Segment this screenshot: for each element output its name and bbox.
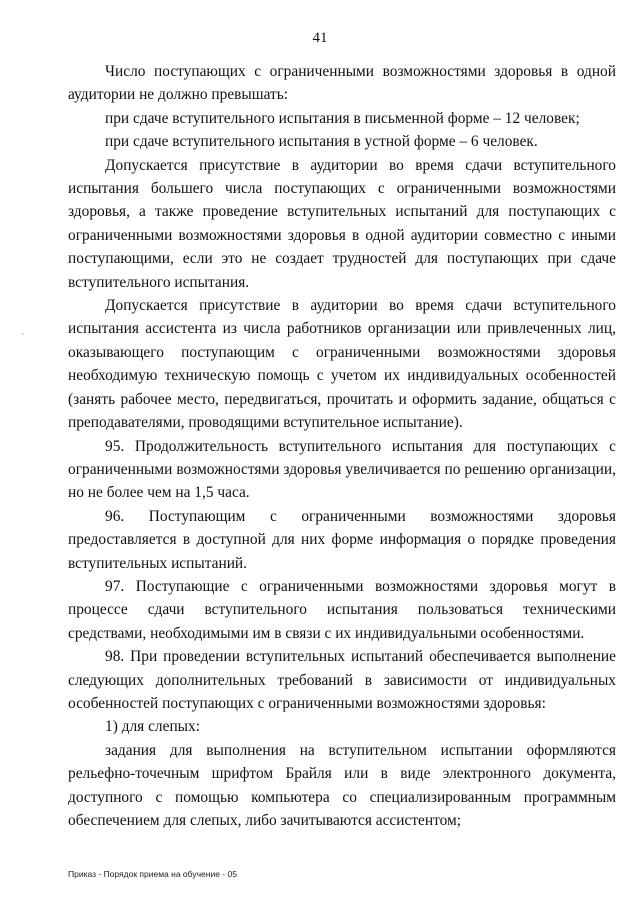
- paragraph-96-information: 96. Поступающим с ограниченными возможностями здоровья предоставляется в доступной для них форме информация о порядке проведения вступительных испытаний.: [68, 507, 616, 572]
- paragraph-assistant-allowed: Допускается присутствие в аудитории во время сдачи вступительного испытания ассистента из числа работников организации или привлеченных лиц, оказывающего поступающим с ограниченными возможностями здоровья необходимую техническую помощь с учетом их индивидуальных особенностей (занять рабочее место, передвигаться, прочитать и оформить задание, общаться с преподавателями, проводящими вступительное испытание).: [68, 297, 616, 432]
- paragraph-95-duration: 95. Продолжительность вступительного испытания для поступающих с ограниченными возможностями здоровья увеличивается по решению организации, но не более чем на 1,5 часа.: [68, 437, 616, 502]
- paragraph-oral-limit: при сдаче вступительного испытания в устной форме – 6 человек.: [105, 133, 538, 151]
- page-number: 41: [312, 30, 328, 46]
- paragraph-98-requirements: 98. При проведении вступительных испытаний обеспечивается выполнение следующих дополнительных требований в зависимости от индивидуальных особенностей поступающих с ограниченными возможностями здоровья:: [68, 648, 616, 712]
- paragraph-blind-tasks: задания для выполнения на вступительном испытании оформляются рельефно-точечным шрифтом Брайля или в виде электронного документа, доступного с помощью компьютера со специализированным программным обеспечением для слепых, либо зачитываются ассистентом;: [68, 741, 616, 829]
- list-item-blind-heading: 1) для слепых:: [105, 718, 200, 736]
- paragraph-written-limit: при сдаче вступительного испытания в письменной форме – 12 человек;: [105, 109, 580, 127]
- paragraph-larger-group-allowed: Допускается присутствие в аудитории во время сдачи вступительного испытания большего числа поступающих с ограниченными возможностями здоровья, а также проведение вступительных испытаний для поступающих с ограниченными возможностями здоровья в одной аудитории совместно с иными поступающими, если это не создает трудностей для поступающих при сдаче вступительного испытания.: [68, 156, 616, 291]
- paragraph-97-technical-means: 97. Поступающие с ограниченными возможностями здоровья могут в процессе сдачи вступительного испытания пользоваться техническими средствами, необходимыми им в связи с их индивидуальными особенностями.: [68, 577, 616, 642]
- document-body: [68, 60, 616, 832]
- scan-artifact-mark: [22, 333, 23, 335]
- page-footer: Приказ - Порядок приема на обучение - 05: [68, 869, 237, 879]
- paragraph-capacity: Число поступающих с ограниченными возможностями здоровья в одной аудитории не должно превышать:: [68, 63, 616, 104]
